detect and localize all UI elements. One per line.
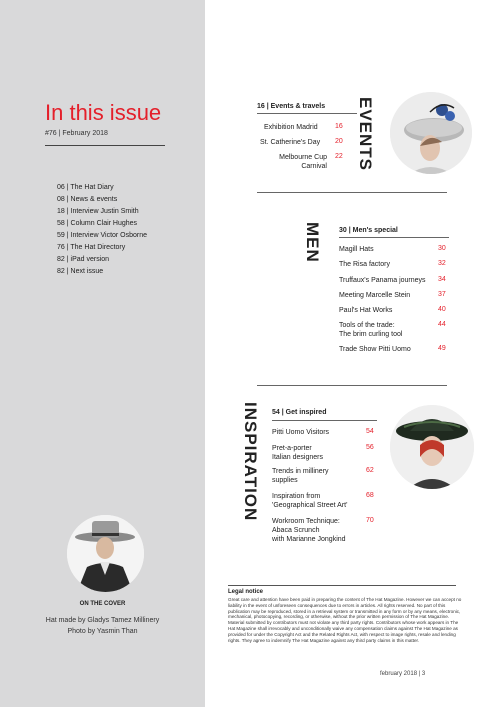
toc-page: 06 (57, 184, 65, 191)
inspiration-photo-illustration (390, 405, 474, 489)
men-item-page: 49 (438, 345, 446, 352)
men-section-head: 30 | Men's special (339, 227, 398, 234)
toc-page: 59 (57, 232, 65, 239)
issue-number: #76 | February 2018 (45, 130, 108, 137)
events-photo (390, 92, 472, 174)
inspiration-item-page: 68 (366, 492, 374, 499)
inspiration-item-title-line: Trends in millinery (272, 468, 329, 475)
men-item-title-line: The brim curling tool (339, 331, 403, 338)
inspiration-item-page: 62 (366, 467, 374, 474)
events-item-title-line: Carnival (301, 163, 327, 170)
toc-page: 82 (57, 256, 65, 263)
inspiration-item-title[interactable]: Pitti Uomo Visitors (272, 429, 330, 436)
cover-credit-photo: Photo by Yasmin Than (67, 628, 138, 635)
inspiration-label: INSPIRATION (241, 402, 260, 522)
events-item-page: 22 (335, 153, 343, 160)
events-divider (257, 113, 357, 114)
events-item-title[interactable]: St. Catherine's Day (260, 139, 321, 146)
inspiration-item-title-line: supplies (272, 477, 298, 484)
toc-page: 76 (57, 244, 65, 251)
men-item-title[interactable]: Magill Hats (339, 246, 374, 253)
legal-title: Legal notice (228, 589, 264, 595)
toc-page: 08 (57, 196, 65, 203)
inspiration-item-page: 70 (366, 517, 374, 524)
contents-list (57, 182, 147, 278)
inspiration-item-title-line: Abaca Scrunch (272, 527, 320, 534)
inspiration-top-divider (257, 385, 447, 386)
events-item-title[interactable] (272, 153, 327, 171)
toc-item[interactable]: 82 | Next issue (57, 268, 104, 275)
men-top-divider (257, 192, 447, 193)
men-item-page: 30 (438, 245, 446, 252)
men-item-title[interactable] (339, 321, 402, 339)
toc-label: The Hat Diary (70, 184, 114, 191)
legal-text: Great care and attention have been paid in preparing the content of The Hat Magazine. However we can accept no liability in the event of unforeseen consequences due to errors in articles. All rights reserved. No part of this publication may be reproduced, stored in a retrieval system or transmitted in any form or by any means, electronic, mechanical, photocopying, recording, or otherwise, without the prior written permission of The Hat Magazine. Material submitted by contributors must not violate any third party rights. Contributors whose work appears in The Hat Magazine shall irrevocably and unconditionally waive any compensation claims against The Hat Magazine as provided for under the Copyright Act and the Related Rights Act, with respect to image rights, resale and lending rights. They agree to indemnify The Hat Magazine against any third party claims in this matter. (228, 597, 462, 643)
inspiration-section-head: 54 | Get inspired (272, 409, 327, 416)
cover-credit (0, 615, 205, 637)
toc-page: 18 (57, 208, 65, 215)
events-item-page: 20 (335, 138, 343, 145)
toc-label: Column Clair Hughes (70, 220, 138, 227)
cover-heading: ON THE COVER (79, 601, 126, 607)
toc-label: Interview Justin Smith (70, 208, 139, 215)
legal-divider (228, 585, 456, 586)
title-divider (45, 145, 165, 146)
men-item-title[interactable]: Paul's Hat Works (339, 307, 393, 314)
inspiration-item-title-line: Workroom Technique: (272, 518, 340, 525)
inspiration-item-title-line: Italian designers (272, 454, 323, 461)
inspiration-item-title-line: 'Geographical Street Art' (272, 502, 348, 509)
men-item-title[interactable]: Truffaux's Panama journeys (339, 277, 426, 284)
men-item-page: 34 (438, 276, 446, 283)
inspiration-divider (272, 420, 377, 421)
toc-item[interactable]: 06 | The Hat Diary (57, 184, 114, 191)
men-divider (339, 237, 449, 238)
inspiration-photo (390, 405, 474, 489)
toc-item[interactable]: 18 | Interview Justin Smith (57, 208, 139, 215)
inspiration-item-title-line: Inspiration from (272, 493, 321, 500)
men-item-title[interactable]: The Risa factory (339, 261, 390, 268)
cover-photo-illustration (67, 515, 144, 592)
cover-photo (67, 515, 144, 592)
inspiration-item-title-line: Pret-a-porter (272, 445, 312, 452)
toc-label: News & events (70, 196, 118, 203)
toc-page: 82 (57, 268, 65, 275)
events-photo-illustration (390, 92, 472, 174)
events-item-title-line: Melbourne Cup (279, 154, 327, 161)
toc-label: The Hat Directory (70, 244, 126, 251)
men-item-page: 44 (438, 321, 446, 328)
inspiration-item-title[interactable] (272, 444, 323, 462)
page-footer: february 2018 | 3 (380, 671, 426, 677)
men-item-page: 32 (438, 260, 446, 267)
men-item-page: 37 (438, 291, 446, 298)
toc-item[interactable]: 82 | iPad version (57, 256, 110, 263)
toc-label: Interview Victor Osborne (70, 232, 148, 239)
toc-item[interactable]: 08 | News & events (57, 196, 118, 203)
men-item-page: 40 (438, 306, 446, 313)
inspiration-item-title[interactable] (272, 492, 347, 510)
cover-credit-hat: Hat made by Gladys Tamez Millinery (45, 617, 160, 624)
men-item-title-line: Tools of the trade: (339, 322, 395, 329)
toc-item[interactable]: 58 | Column Clair Hughes (57, 220, 138, 227)
toc-item[interactable]: 59 | Interview Victor Osborne (57, 232, 148, 239)
men-label: MEN (303, 222, 322, 263)
inspiration-item-title[interactable] (272, 517, 346, 544)
men-item-title[interactable]: Trade Show Pitti Uomo (339, 346, 411, 353)
toc-item[interactable]: 76 | The Hat Directory (57, 244, 126, 251)
events-section-head: 16 | Events & travels (257, 103, 326, 110)
events-item-page: 16 (335, 123, 343, 130)
inspiration-item-page: 56 (366, 444, 374, 451)
toc-label: Next issue (70, 268, 104, 275)
inspiration-item-page: 54 (366, 428, 374, 435)
page-title: In this issue (45, 100, 162, 125)
toc-label: iPad version (70, 256, 110, 263)
inspiration-item-title-line: with Marianne Jongkind (272, 536, 346, 543)
events-label: EVENTS (356, 97, 375, 172)
events-item-title[interactable]: Exhibition Madrid (264, 124, 318, 131)
men-item-title[interactable]: Meeting Marcelle Stein (339, 292, 411, 299)
inspiration-item-title[interactable] (272, 467, 329, 485)
toc-page: 58 (57, 220, 65, 227)
